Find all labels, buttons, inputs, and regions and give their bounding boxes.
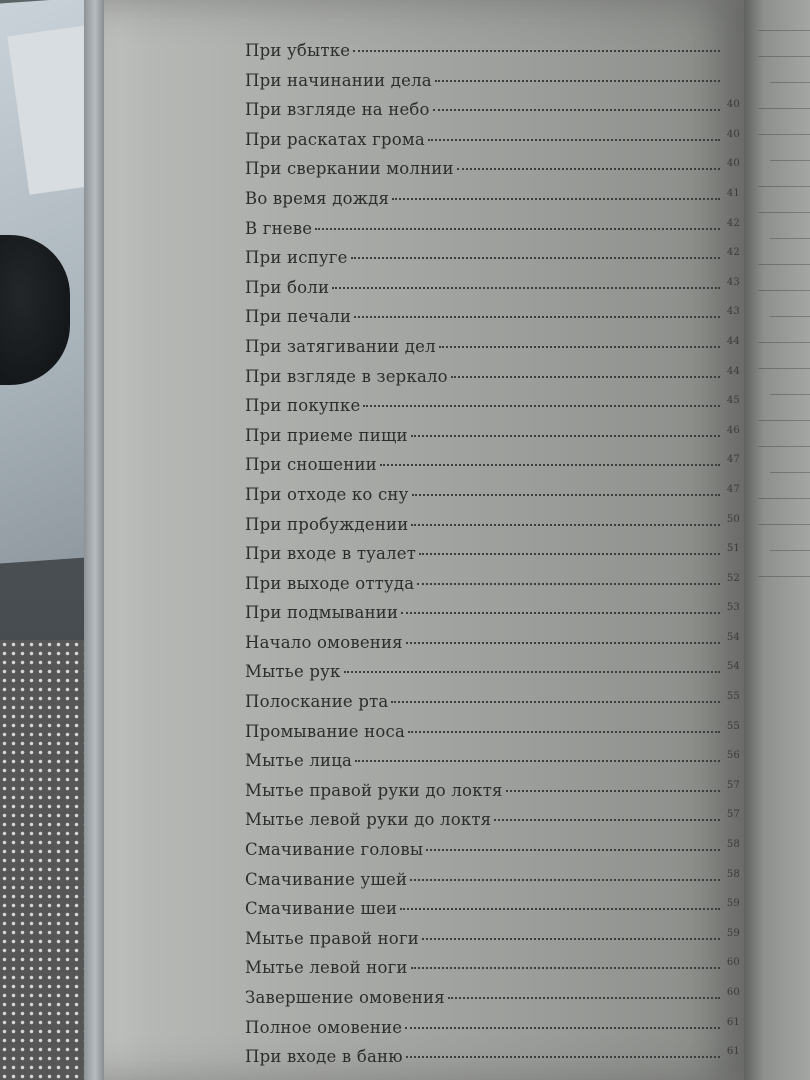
toc-dot-leader: [422, 938, 720, 940]
toc-entry-page: 57: [726, 779, 740, 791]
toc-entry-title: При покупке: [245, 396, 361, 416]
toc-entry: [245, 835, 740, 865]
lace-tablecloth: [0, 640, 95, 1080]
toc-dot-leader: [457, 168, 720, 170]
toc-entry-title: Начало омовения: [245, 632, 403, 652]
toc-dot-leader: [315, 228, 720, 230]
facing-page-text-line: [758, 368, 810, 369]
toc-entry: [245, 214, 740, 244]
facing-page-text-line: [758, 342, 810, 343]
facing-page-text-line: [758, 134, 810, 135]
toc-entry: [245, 983, 740, 1013]
toc-entry-page: 59: [726, 927, 740, 939]
toc-entry-title: При печали: [245, 307, 352, 327]
facing-page-text-line: [770, 472, 810, 473]
toc-dot-leader: [401, 612, 720, 614]
toc-entry-page: 47: [726, 454, 740, 466]
toc-entry-page: 55: [726, 691, 740, 703]
toc-dot-leader: [332, 287, 720, 289]
toc-dot-leader: [391, 701, 720, 703]
facing-page-text-line: [758, 108, 810, 109]
toc-dot-leader: [494, 819, 720, 821]
facing-page-text-line: [770, 394, 810, 395]
toc-entry: [245, 628, 740, 658]
toc-entry: [245, 569, 740, 599]
toc-dot-leader: [405, 1027, 720, 1029]
toc-dot-leader: [400, 908, 720, 910]
toc-entry-title: При взгляде на небо: [245, 100, 430, 120]
toc-dot-leader: [351, 257, 720, 259]
toc-entry: [245, 510, 740, 540]
toc-dot-leader: [417, 583, 720, 585]
toc-entry-page: 42: [726, 247, 740, 259]
toc-entry-title: При пробуждении: [245, 514, 409, 534]
toc-entry: [245, 539, 740, 569]
toc-entry-page: 50: [726, 513, 740, 525]
toc-entry: [245, 687, 740, 717]
facing-page-text-line: [758, 576, 810, 577]
facing-page-text-line: [758, 498, 810, 499]
toc-entry-page: 57: [726, 809, 740, 821]
toc-entry-page: 42: [726, 217, 740, 229]
toc-entry: [245, 95, 740, 125]
toc-dot-leader: [451, 376, 720, 378]
toc-entry: [245, 36, 740, 66]
toc-entry-page: 43: [726, 276, 740, 288]
toc-dot-leader: [428, 139, 720, 141]
toc-dot-leader: [355, 760, 720, 762]
toc-entry-page: 44: [726, 335, 740, 347]
facing-page-text-line: [758, 290, 810, 291]
toc-entry-page: 58: [726, 839, 740, 851]
toc-entry-title: При раскатах грома: [245, 129, 425, 149]
facing-page-text-line: [758, 30, 810, 31]
toc-entry: [245, 184, 740, 214]
toc-entry-page: 44: [726, 365, 740, 377]
toc-entry: [245, 1013, 740, 1043]
toc-entry-page: 45: [726, 395, 740, 407]
toc-entry-page: 46: [726, 424, 740, 436]
toc-dot-leader: [506, 790, 720, 792]
toc-entry-page: 53: [726, 602, 740, 614]
toc-entry-page: 40: [726, 99, 740, 111]
toc-entry: [245, 805, 740, 835]
toc-entry: [245, 450, 740, 480]
toc-entry-page: 47: [726, 483, 740, 495]
toc-dot-leader: [408, 731, 720, 733]
toc-dot-leader: [344, 671, 720, 673]
toc-entry-title: Смачивание ушей: [245, 869, 408, 889]
facing-page: [744, 0, 810, 1080]
toc-entry-page: 60: [726, 957, 740, 969]
toc-entry-title: Смачивание шеи: [245, 899, 398, 919]
facing-page-text-line: [770, 550, 810, 551]
toc-entry-title: Промывание носа: [245, 721, 405, 741]
toc-dot-leader: [412, 494, 720, 496]
toc-entry: [245, 125, 740, 155]
toc-entry-title: При входе в баню: [245, 1047, 403, 1067]
toc-entry-title: При сношении: [245, 455, 377, 475]
book-cover-edge: [84, 0, 106, 1080]
toc-dot-leader: [410, 879, 720, 881]
facing-page-text-line: [758, 264, 810, 265]
toc-entry: [245, 953, 740, 983]
toc-entry-title: Мытье правой руки до локтя: [245, 780, 503, 800]
facing-page-text-line: [770, 160, 810, 161]
facing-page-text-line: [758, 212, 810, 213]
facing-page-text-line: [770, 238, 810, 239]
toc-dot-leader: [426, 849, 720, 851]
toc-dot-leader: [411, 435, 720, 437]
toc-entry-title: При затягивании дел: [245, 336, 436, 356]
toc-dot-leader: [392, 198, 720, 200]
toc-entry-page: 51: [726, 543, 740, 555]
toc-dot-leader: [411, 967, 720, 969]
toc-entry: [245, 421, 740, 451]
toc-entry-title: Мытье правой ноги: [245, 928, 419, 948]
toc-entry-title: При сверкании молнии: [245, 159, 454, 179]
toc-dot-leader: [448, 997, 720, 999]
toc-entry-page: 61: [726, 1016, 740, 1028]
toc-entry: [245, 924, 740, 954]
toc-dot-leader: [406, 642, 720, 644]
toc-entry: [245, 154, 740, 184]
toc-entry-page: 58: [726, 868, 740, 880]
toc-entry: [245, 746, 740, 776]
toc-dot-leader: [363, 405, 720, 407]
toc-entry-title: При отходе ко сну: [245, 484, 409, 504]
toc-entry: [245, 273, 740, 303]
toc-dot-leader: [433, 109, 720, 111]
toc-entry: [245, 776, 740, 806]
toc-dot-leader: [439, 346, 720, 348]
toc-dot-leader: [435, 80, 720, 82]
toc-entry-title: При взгляде в зеркало: [245, 366, 448, 386]
toc-entry: [245, 480, 740, 510]
toc-entry-title: Мытье левой ноги: [245, 958, 408, 978]
toc-entry: [245, 598, 740, 628]
toc-entry-title: В гневе: [245, 218, 313, 238]
toc-entry-page: 43: [726, 306, 740, 318]
toc-entry-title: При подмывании: [245, 603, 399, 623]
facing-page-text-line: [758, 446, 810, 447]
toc-entry-title: При выходе оттуда: [245, 573, 415, 593]
toc-entry: [245, 243, 740, 273]
toc-entry-title: При боли: [245, 277, 330, 297]
toc-entry-page: 52: [726, 572, 740, 584]
toc-entry-title: Мытье левой руки до локтя: [245, 810, 492, 830]
toc-entry-title: Полоскание рта: [245, 692, 389, 712]
toc-entry: [245, 332, 740, 362]
toc-entry-page: 59: [726, 898, 740, 910]
facing-page-text-line: [770, 316, 810, 317]
facing-page-text-line: [758, 524, 810, 525]
toc-entry-page: 40: [726, 158, 740, 170]
toc-entry-title: При убытке: [245, 41, 351, 60]
toc-entry-page: 40: [726, 128, 740, 140]
toc-entry-page: 61: [726, 1046, 740, 1058]
toc-entry-page: 56: [726, 750, 740, 762]
facing-page-text-line: [758, 420, 810, 421]
toc-entry-title: При начинании дела: [245, 70, 432, 90]
toc-entry: [245, 302, 740, 332]
toc-entry: [245, 894, 740, 924]
toc-entry-title: Завершение омовения: [245, 988, 445, 1007]
toc-entry: [245, 865, 740, 895]
toc-entry-title: Во время дождя: [245, 188, 390, 208]
table-of-contents: [245, 36, 740, 1072]
toc-dot-leader: [406, 1056, 720, 1058]
toc-entry-title: При испуге: [245, 248, 348, 268]
toc-dot-leader: [419, 553, 720, 555]
toc-entry-page: 54: [726, 631, 740, 643]
facing-page-text-line: [758, 186, 810, 187]
toc-entry-title: При приеме пищи: [245, 425, 408, 445]
toc-dot-leader: [380, 464, 720, 466]
toc-dot-leader: [354, 316, 720, 318]
toc-entry-title: Мытье лица: [245, 751, 353, 771]
facing-page-text-line: [758, 56, 810, 57]
toc-entry: [245, 66, 740, 96]
toc-entry-title: Полное омовение: [245, 1017, 403, 1037]
toc-entry-page: 54: [726, 661, 740, 673]
toc-entry-page: 55: [726, 720, 740, 732]
facing-page-text-line: [770, 82, 810, 83]
toc-entry-title: При входе в туалет: [245, 544, 417, 564]
toc-entry-page: 60: [726, 987, 740, 998]
toc-entry: [245, 1042, 740, 1072]
toc-entry-title: Смачивание головы: [245, 840, 424, 860]
toc-entry-title: Мытье рук: [245, 662, 341, 682]
toc-dot-leader: [353, 50, 720, 52]
toc-entry: [245, 362, 740, 392]
toc-entry: [245, 391, 740, 421]
toc-entry: [245, 717, 740, 747]
toc-entry-page: 41: [726, 187, 740, 199]
toc-entry: [245, 657, 740, 687]
toc-dot-leader: [411, 524, 720, 526]
